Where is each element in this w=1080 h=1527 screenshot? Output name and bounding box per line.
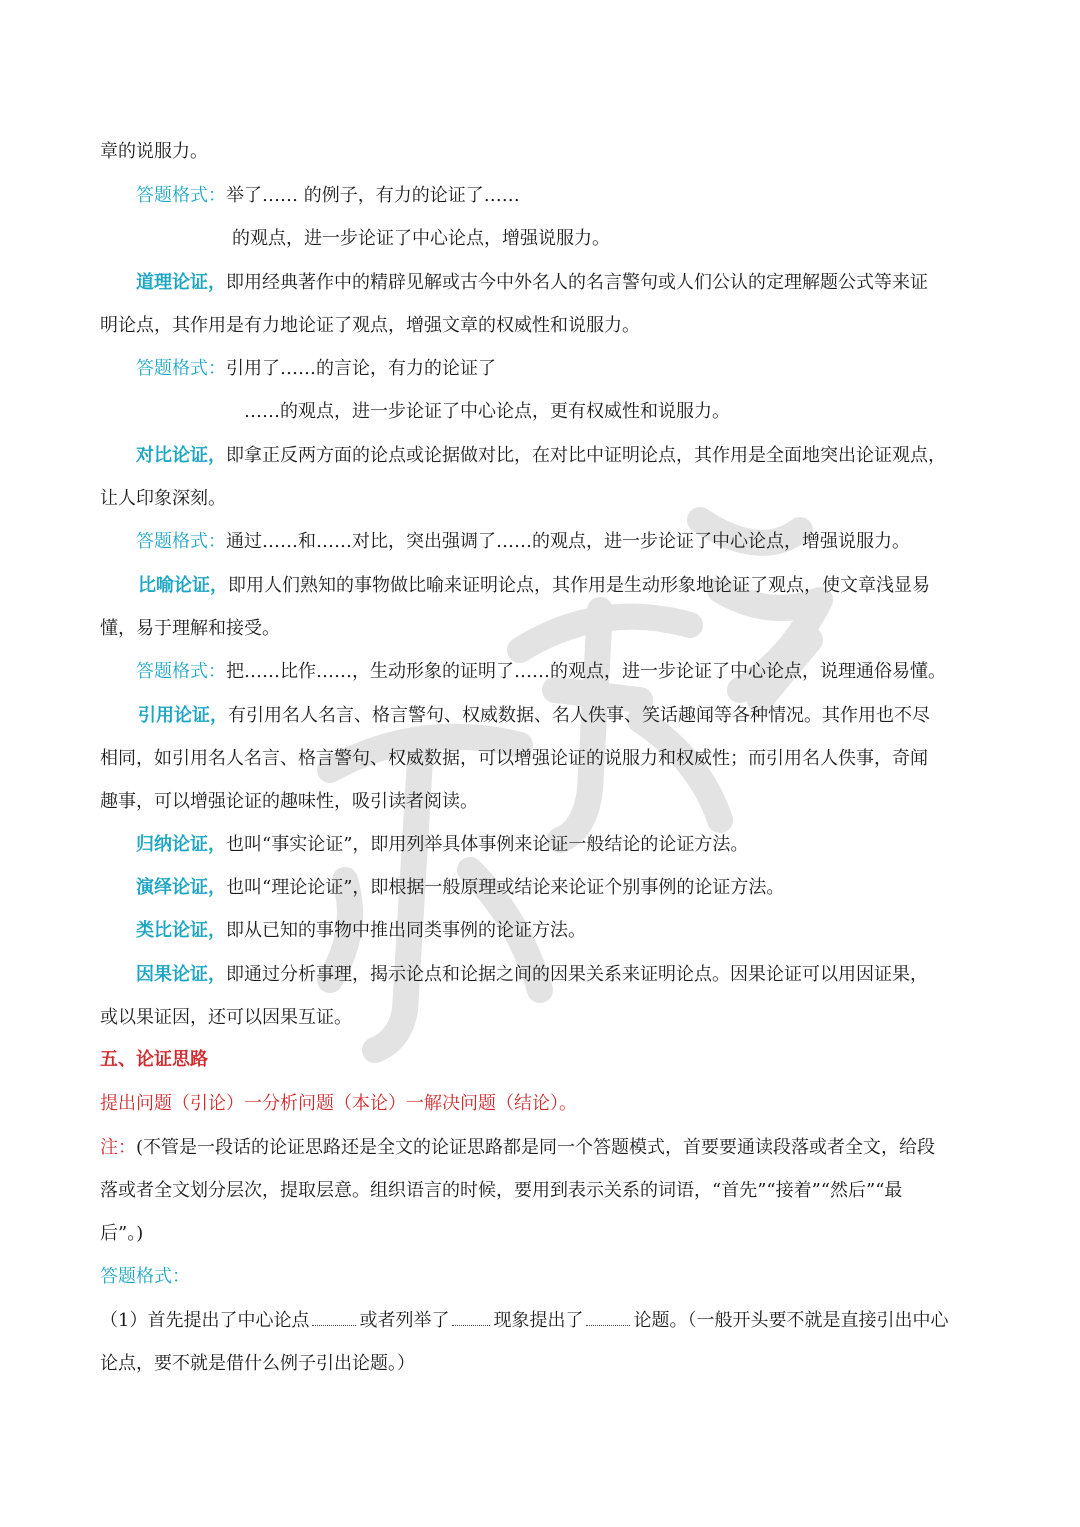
term-leibi: 类比论证， (136, 920, 226, 941)
item-text: 论题。（一般开头要不就是直接引出中心 (633, 1310, 949, 1331)
text-line: 明论点，其作用是有力地论证了观点，增强文章的权威性和说服力。 (100, 315, 640, 336)
answer-format-continuation: 的观点，进一步论证了中心论点，增强说服力。 (232, 228, 610, 249)
item-text: 或者列举了 (359, 1310, 450, 1331)
answer-format-label: 答题格式： (136, 185, 226, 206)
note-text: (不管是一段话的论证思路还是全文的论证思路都是同一个答题模式，首要要通读段落或者全文，给段 (136, 1137, 936, 1158)
term-guina: 归纳论证， (136, 834, 226, 855)
item-text: （1）首先提出了中心论点 (100, 1310, 310, 1331)
fill-blank (452, 1309, 490, 1326)
section-heading: 五、论证思路 (100, 1049, 208, 1070)
answer-format-text: 通过……和……对比，突出强调了……的观点，进一步论证了中心论点，增强说服力。 (226, 531, 910, 552)
fill-blank (312, 1309, 356, 1326)
definition-line (138, 704, 930, 728)
answer-format-line (136, 660, 946, 684)
answer-format-line (136, 357, 496, 381)
term-duibi: 对比论证， (136, 445, 226, 466)
definition-text: 有引用名人名言、格言警句、权威数据、名人佚事、笑话趣闻等各种情况。其作用也不尽 (228, 705, 930, 726)
fill-blank (586, 1309, 630, 1326)
definition-line (138, 574, 930, 598)
definition-line (136, 919, 586, 943)
answer-format-label: 答题格式： (136, 358, 226, 379)
answer-format-continuation: ……的观点，进一步论证了中心论点，更有权威性和说服力。 (244, 401, 730, 422)
answer-format-text: 引用了……的言论，有力的论证了 (226, 358, 496, 379)
term-daoli: 道理论证， (136, 272, 226, 293)
note-label: 注： (100, 1137, 136, 1158)
answer-format-text: 把……比作……，生动形象的证明了……的观点，进一步论证了中心论点，说理通俗易懂。 (226, 661, 946, 682)
definition-line (136, 833, 748, 857)
text-line: 相同，如引用名人名言、格言警句、权威数据，可以增强论证的说服力和权威性；而引用名人佚事，奇闻 (100, 748, 928, 769)
answer-format-label: 答题格式： (136, 661, 226, 682)
term-yanyi: 演绎论证， (136, 877, 226, 898)
text-line: 后”。) (100, 1223, 144, 1244)
definition-text: 即通过分析事理，揭示论点和论据之间的因果关系来证明论点。因果论证可以用因证果， (226, 964, 928, 985)
text-line: 或以果证因，还可以因果互证。 (100, 1007, 352, 1028)
list-item (100, 1309, 948, 1333)
definition-text: 也叫“事实论证”，即用列举具体事例来论证一般结论的论证方法。 (226, 834, 749, 855)
text-line: 懂，易于理解和接受。 (100, 618, 280, 639)
definition-text: 即用经典著作中的精辟见解或古今中外名人的名言警句或人们公认的定理解题公式等来证 (226, 272, 928, 293)
definition-text: 即从已知的事物中推出同类事例的论证方法。 (226, 920, 586, 941)
text-line: 趣事，可以增强论证的趣味性，吸引读者阅读。 (100, 791, 478, 812)
definition-text: 也叫“理论论证”，即根据一般原理或结论来论证个别事例的论证方法。 (226, 877, 785, 898)
answer-format-line (136, 184, 520, 208)
answer-format-text: 举了…… 的例子，有力的论证了…… (226, 185, 520, 206)
term-yinguo: 因果论证， (136, 964, 226, 985)
text-line: 落或者全文划分层次，提取层意。组织语言的时候，要用到表示关系的词语，“首先”“接着”“然后”“最 (100, 1180, 903, 1201)
answer-format-heading: 答题格式： (100, 1266, 190, 1287)
definition-line (136, 876, 784, 900)
note-line (100, 1136, 935, 1160)
definition-line (136, 963, 928, 987)
text-line: 章的说服力。 (100, 141, 208, 162)
definition-line (136, 444, 946, 468)
answer-format-line (136, 530, 910, 554)
definition-line (136, 271, 928, 295)
definition-text: 即拿正反两方面的论点或论据做对比，在对比中证明论点，其作用是全面地突出论证观点， (226, 445, 946, 466)
argument-flow: 提出问题（引论）一分析问题（本论）一解决问题（结论）。 (100, 1093, 577, 1114)
text-line: 让人印象深刻。 (100, 488, 226, 509)
answer-format-label: 答题格式： (136, 531, 226, 552)
item-text: 现象提出了 (493, 1310, 584, 1331)
definition-text: 即用人们熟知的事物做比喻来证明论点，其作用是生动形象地论证了观点，使文章浅显易 (228, 575, 930, 596)
term-biyu: 比喻论证， (138, 575, 228, 596)
text-line: 论点，要不就是借什么例子引出论题。） (100, 1353, 415, 1374)
term-yinyong: 引用论证， (138, 705, 228, 726)
